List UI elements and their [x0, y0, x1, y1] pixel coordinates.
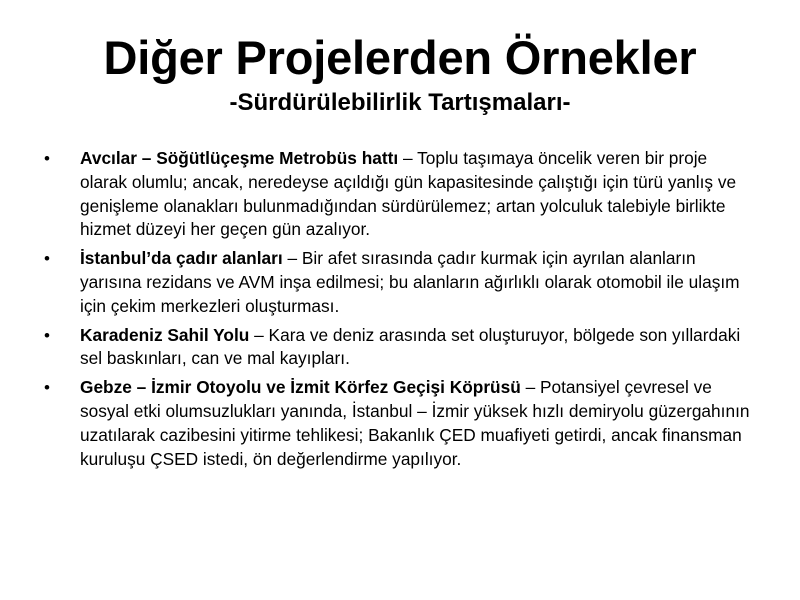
- bullet-item: [44, 376, 756, 471]
- bullet-text: – Toplu taşımaya öncelik veren bir proje olarak olumlu; ancak, neredeyse açıldığı gün kapasitesinde çalıştığı için türü yanlış ve genişleme olanakları bulunmadığından sürdürülemez; artan yolculuk talebiyle birlikte hizmet düzeyi her geçen gün azalıyor.: [80, 148, 737, 240]
- bullet-text: – Potansiyel çevresel ve sosyal etki olumsuzlukları yanında, İstanbul – İzmir yüksek hızlı demiryolu güzergahının uzatılarak cazibesini yitirme tehlikesi; Bakanlık ÇED muafiyeti getirdi, ancak finansman kuruluşu ÇSED istedi, ön değerlendirme yapılıyor.: [80, 377, 750, 469]
- bullet-heading: Gebze – İzmir Otoyolu ve İzmit Körfez Geçişi Köprüsü: [80, 377, 521, 398]
- bullet-item: [44, 247, 756, 318]
- bullet-heading: Karadeniz Sahil Yolu: [80, 324, 250, 345]
- bullet-heading: İstanbul’da çadır alanları: [80, 248, 283, 269]
- slide-subtitle: -Sürdürülebilirlik Tartışmaları-: [229, 89, 571, 116]
- bullet-text: – Bir afet sırasında çadır kurmak için ayrılan alanların yarısına rezidans ve AVM inşa edilmesi; bu alanların ağırlıklı olarak otomobil ile ulaşım için çekim merkezleri oluşturması.: [80, 248, 740, 316]
- bullet-item: [44, 147, 756, 242]
- bullet-point-icon: •: [44, 149, 50, 168]
- bullet-heading: Avcılar – Söğütlüçeşme Metrobüs hattı: [80, 148, 399, 168]
- bullet-list: [44, 147, 756, 476]
- bullet-text: – Kara ve deniz arasında set oluşturuyor, bölgede son yıllardaki sel baskınları, can ve mal kayıpları.: [80, 324, 741, 369]
- bullet-item: [44, 324, 756, 372]
- bullet-point-icon: •: [44, 249, 50, 269]
- bullet-point-icon: •: [44, 325, 50, 345]
- slide-title: Diğer Projelerden Örnekler: [103, 31, 697, 84]
- bullet-point-icon: •: [44, 378, 50, 398]
